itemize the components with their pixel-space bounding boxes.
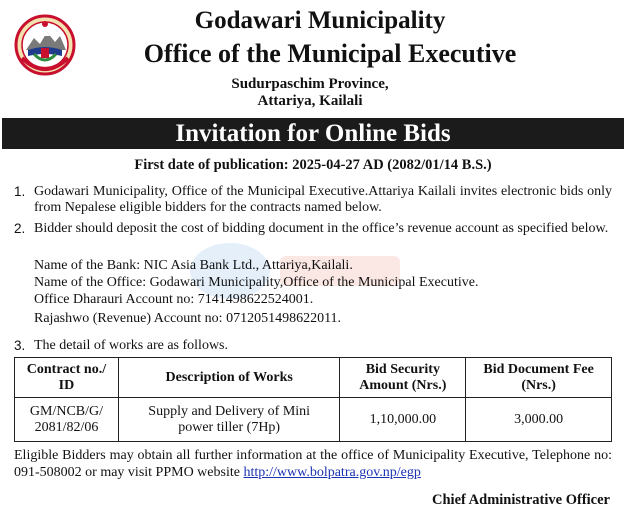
table-row [15, 398, 612, 442]
clause-1 [14, 184, 612, 215]
header-description: Description of Works [118, 358, 340, 398]
office-name: Office of the Municipal Executive [143, 39, 517, 68]
office-name-line: Name of the Office: Godawari Municipality,Office of the Municipal Executive. [34, 275, 479, 290]
header-document-fee [466, 358, 612, 398]
header-contract-line-2: ID [58, 377, 75, 393]
cell-contract-id [15, 398, 119, 442]
header-fee-line-2: (Nrs.) [521, 377, 556, 393]
clause-3 [14, 338, 612, 354]
clause-2 [14, 221, 612, 237]
table-header-row [15, 358, 612, 398]
description-line-1: Supply and Delivery of Mini [148, 403, 311, 419]
location-line: Attariya, Kailali [257, 93, 363, 109]
dharauri-account-line: Office Dharauri Account no: 7141498622524001. [34, 292, 314, 307]
clause-2-number: 2. [14, 221, 26, 236]
header-bid-security [340, 358, 466, 398]
notice-title-banner: Invitation for Online Bids [2, 118, 624, 149]
publication-date: First date of publication: 2025-04-27 AD (2082/01/14 B.S.) [134, 157, 492, 173]
signatory-title: Chief Administrative Officer [432, 492, 610, 508]
header-fee-line-1: Bid Document Fee [483, 361, 594, 377]
clause-1-text: Godawari Municipality, Office of the Municipal Executive.Attariya Kailali invites electronic bids only from Nepalese eligible bidders for the contracts named below. [34, 184, 612, 215]
clause-1-number: 1. [14, 184, 26, 199]
government-emblem-icon [14, 14, 76, 76]
contract-id-line-1: GM/NCB/G/ [29, 403, 104, 419]
province-line: Sudurpaschim Province, [231, 76, 389, 92]
cell-bid-security: 1,10,000.00 [340, 398, 466, 442]
works-table [14, 357, 612, 442]
header-contract-id [15, 358, 119, 398]
footer-info-text: Eligible Bidders may obtain all further information at the office of Municipality Executive, Telephone no: 091-508002 or may visit PPMO website [14, 448, 612, 480]
cell-description [118, 398, 340, 442]
municipality-name: Godawari Municipality [194, 7, 446, 34]
clause-2-text: Bidder should deposit the cost of bidding document in the office’s revenue account as specified below. [34, 221, 609, 236]
address-block [160, 76, 460, 110]
ppmo-website-link[interactable]: http://www.bolpatra.gov.np/egp [243, 465, 421, 480]
header-security-line-2: Amount (Nrs.) [359, 377, 447, 393]
description-line-2: power tiller (7Hp) [178, 419, 281, 435]
bank-name-line: Name of the Bank: NIC Asia Bank Ltd., Attariya,Kailali. [34, 258, 353, 273]
header-contract-line-1: Contract no./ [26, 361, 107, 377]
clause-3-text: The detail of works are as follows. [34, 338, 228, 353]
rajashwo-account-line: Rajashwo (Revenue) Account no: 0712051498622011. [34, 311, 342, 326]
cell-document-fee: 3,000.00 [466, 398, 612, 442]
contract-id-line-2: 2081/82/06 [34, 419, 99, 435]
clause-3-number: 3. [14, 338, 26, 353]
footer-info [14, 447, 612, 481]
header-security-line-1: Bid Security [365, 361, 440, 377]
